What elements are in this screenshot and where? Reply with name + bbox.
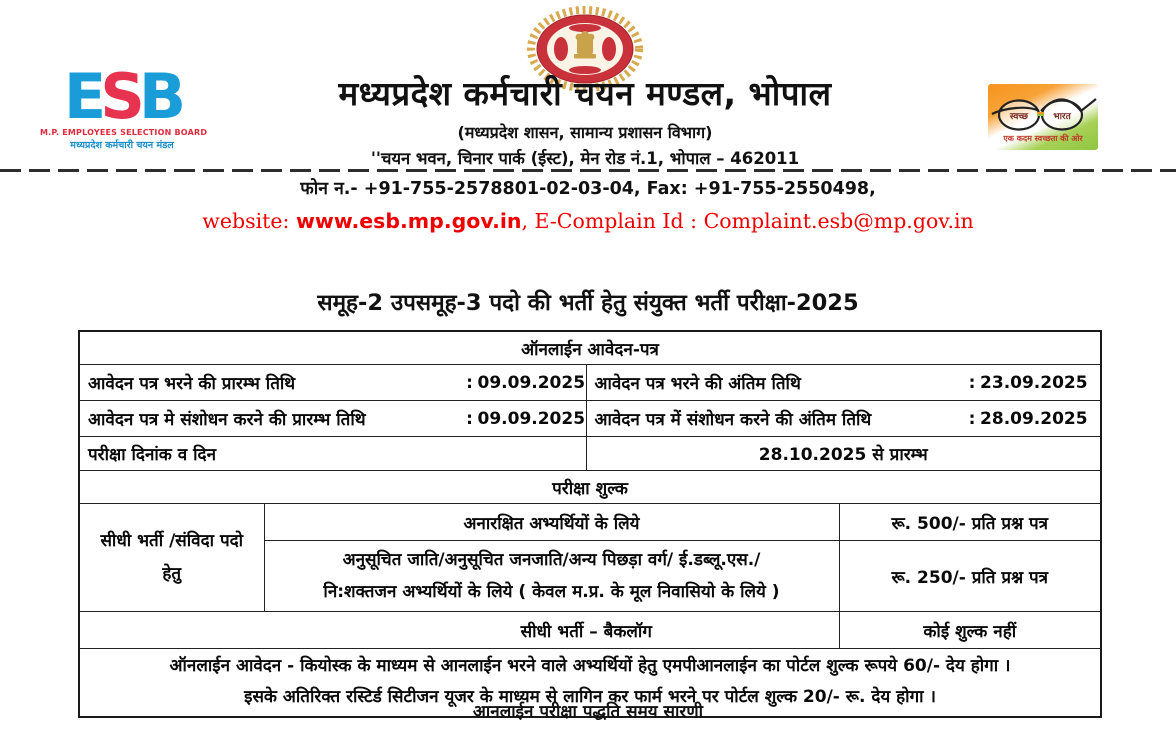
esb-letter-b: B — [138, 60, 181, 133]
swachh-bharat-logo — [988, 84, 1098, 150]
esb-logo — [40, 60, 208, 152]
exam-details-table — [78, 330, 1102, 718]
exam-date-label-cell: परीक्षा दिनांक व दिन — [79, 437, 586, 471]
esb-logo-letters — [40, 60, 204, 133]
table-row-exam-date — [79, 437, 1101, 471]
application-start-date-cell — [79, 365, 586, 401]
esb-caption-hindi: मध्यप्रदेश कर्मचारी चयन मंडल — [70, 140, 174, 152]
footer-caption: आनलाईन परीक्षा पद्धति समय सारणी — [472, 702, 704, 722]
svg-text:स्वच्छ: स्वच्छ — [1009, 112, 1029, 122]
exam-fee-header: परीक्षा शुल्क — [79, 471, 1101, 504]
backlog-fee-value: कोई शुल्क नहीं — [839, 612, 1101, 649]
reserved-category-label — [264, 541, 839, 612]
colon: : — [968, 372, 976, 393]
direct-recruitment-group-cell — [79, 504, 264, 612]
complaint-email: Complaint.esb@mp.gov.in — [703, 209, 974, 233]
table-row-exam-fee-header — [79, 471, 1101, 504]
dashed-separator — [0, 169, 1176, 172]
swachh-bharat-glasses-icon — [988, 84, 1098, 150]
table-row-backlog — [79, 612, 1101, 649]
online-application-header: ऑनलाईन आवेदन-पत्र — [79, 331, 1101, 365]
exam-date-value-cell: 28.10.2025 से प्रारम्भ — [586, 437, 1101, 471]
correction-start-date-label: आवेदन पत्र मे संशोधन करने की प्रारम्भ तिथि — [88, 410, 366, 430]
department-line: (मध्यप्रदेश शासन, सामान्य प्रशासन विभाग) — [457, 123, 713, 142]
website-url: www.esb.mp.gov.in — [295, 209, 522, 233]
correction-start-date-cell — [79, 401, 586, 437]
portal-fee-note-line2: इसके अतिरिक्त रस्टिर्ड सिटीजन यूजर के माध्यम से लागिन कर फार्म भरने पर पोर्टल शुल्क 20/- रू. देय होगा । — [244, 687, 936, 708]
correction-end-date-label: आवेदन पत्र में संशोधन करने की अंतिम तिथि — [594, 410, 872, 430]
reserved-label-line2: नि:शक्तजन अभ्यर्थियों के लिये ( केवल म.प्र. के मूल निवासियो के लिये ) — [323, 582, 780, 602]
esb-caption-english: M.P. EMPLOYEES SELECTION BOARD — [40, 128, 208, 138]
svg-text:एक कदम स्वच्छता की ओर: एक कदम स्वच्छता की ओर — [1003, 134, 1083, 143]
application-start-date-value: 09.09.2025 — [477, 372, 586, 393]
header-text-block — [200, 70, 970, 169]
organisation-name: मध्यप्रदेश कर्मचारी चयन मण्डल, भोपाल — [338, 74, 832, 113]
group-label-line1: सीधी भर्ती /संविदा पदो — [100, 531, 244, 552]
group-label-line2: हेतु — [162, 563, 182, 584]
svg-text:भारत: भारत — [1053, 112, 1071, 122]
table-row-start-end-dates — [79, 365, 1101, 401]
phone-fax-line: फोन न.- +91-755-2578801-02-03-04, Fax: +91-755-2550498, — [300, 179, 876, 199]
unreserved-category-label: अनारक्षित अभ्यर्थियों के लिये — [264, 504, 839, 541]
correction-end-date-value: 28.09.2025 — [980, 408, 1088, 429]
exam-title: समूह-2 उपसमूह-3 पदो की भर्ती हेतु संयुक्त भर्ती परीक्षा-2025 — [317, 290, 859, 316]
reserved-fee-value: रू. 250/- प्रति प्रश्न पत्र — [839, 541, 1101, 612]
reserved-label-line1: अनुसूचित जाति/अनुसूचित जनजाति/अन्य पिछड़ा वर्ग/ ई.डब्लू.एस./ — [342, 549, 761, 570]
address-line: ''चयन भवन, चिनार पार्क (ईस्ट), मेन रोड नं.1, भोपाल – 462011 — [370, 149, 800, 168]
esb-letter-s: S — [100, 60, 139, 133]
portal-fee-note-line1: ऑनलाईन आवेदन - कियोस्क के माध्यम से आनलाईन भरने वाले अभ्यर्थियों हेतु एमपीआनलाईन का पोर्टल शुल्क रूपये 60/- देय होगा । — [169, 656, 1011, 676]
application-end-date-label: आवेदन पत्र भरने की अंतिम तिथि — [594, 374, 801, 394]
correction-end-date-cell — [586, 401, 1101, 437]
unreserved-fee-value: रू. 500/- प्रति प्रश्न पत्र — [839, 504, 1101, 541]
application-end-date-cell — [586, 365, 1101, 401]
correction-start-date-value: 09.09.2025 — [477, 408, 586, 429]
website-middle: , E-Complain Id : — [521, 209, 704, 233]
website-email-line — [0, 209, 1176, 233]
backlog-label: सीधी भर्ती – बैकलॉग — [79, 612, 839, 649]
colon: : — [466, 372, 473, 393]
application-end-date-value: 23.09.2025 — [980, 372, 1088, 393]
table-row-unreserved-fee — [79, 504, 1101, 541]
website-prefix: website: — [202, 209, 296, 233]
table-row-online-application-header — [79, 331, 1101, 365]
application-start-date-label: आवेदन पत्र भरने की प्रारम्भ तिथि — [88, 374, 296, 394]
colon: : — [968, 408, 976, 429]
colon: : — [466, 408, 473, 429]
esb-letter-e: E — [63, 60, 101, 133]
table-row-correction-dates — [79, 401, 1101, 437]
